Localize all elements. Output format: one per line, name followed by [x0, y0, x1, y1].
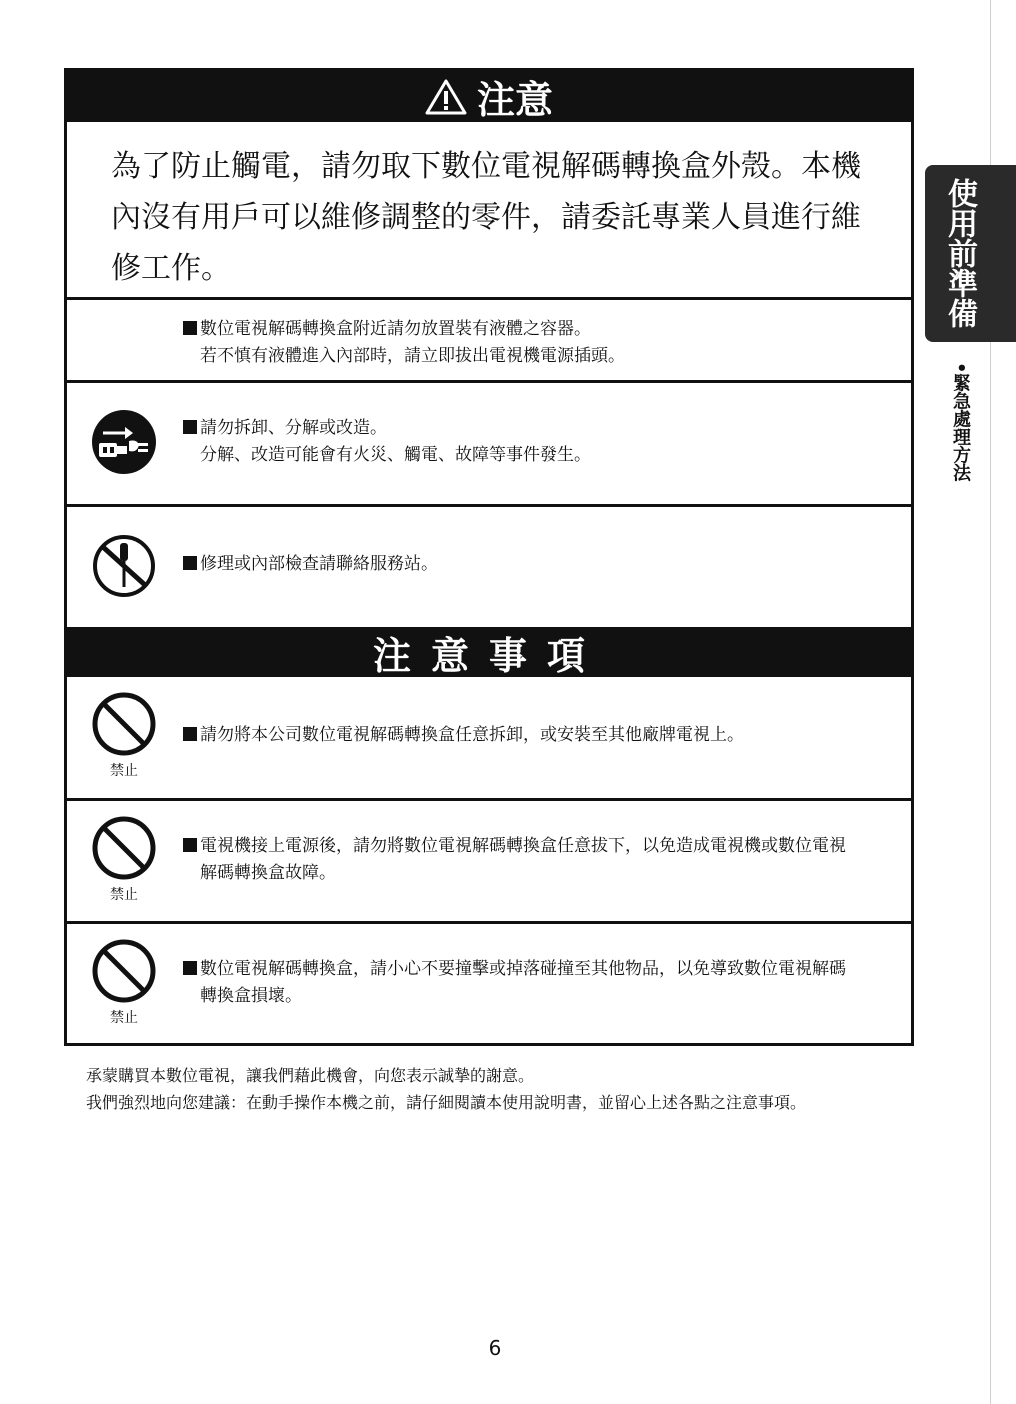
prohibited-icon [91, 938, 157, 1004]
item-line2: 若不慎有液體進入內部時，請立即拔出電視機電源插頭。 [200, 346, 625, 366]
prohibited-icon [91, 691, 157, 757]
prohibited-label: 禁止 [110, 1010, 138, 1026]
note-item-no-disassemble [183, 722, 893, 749]
item-line1: 請勿將本公司數位電視解碼轉換盒任意拆卸，或安裝至其他廠牌電視上。 [200, 725, 744, 745]
caution-item-liquid [183, 316, 893, 370]
side-tab-subtitle: •緊急處理方法 [950, 362, 971, 482]
warning-triangle-icon [425, 78, 467, 116]
bullet-square [183, 727, 197, 741]
item-line2: 轉換盒損壞。 [200, 986, 302, 1006]
bullet-square [183, 961, 197, 975]
caution-header-bar [67, 71, 911, 122]
divider [67, 504, 911, 507]
unplug-icon [91, 409, 157, 475]
notes-header-title: 注意事項 [372, 633, 605, 678]
divider [67, 380, 911, 383]
bullet-square [183, 556, 197, 570]
prohibited-label: 禁止 [110, 887, 138, 903]
prohibited-icon [91, 815, 157, 881]
item-line1: 數位電視解碼轉換盒附近請勿放置裝有液體之容器。 [200, 319, 591, 339]
note-item-no-impact [183, 956, 893, 1010]
caution-box [64, 68, 914, 1046]
bullet-square [183, 420, 197, 434]
no-screwdriver-icon [91, 533, 157, 599]
footer-thanks: 承蒙購買本數位電視，讓我們藉此機會，向您表示誠摯的謝意。 [86, 1066, 535, 1085]
caution-item-service [183, 551, 893, 578]
divider [67, 297, 911, 300]
item-line1: 請勿拆卸、分解或改造。 [200, 418, 387, 438]
caution-header-title: 注意 [476, 78, 553, 122]
side-tab-title: 使用前準備 [942, 178, 977, 328]
page-number: 6 [488, 1336, 502, 1360]
item-line2: 分解、改造可能會有火災、觸電、故障等事件發生。 [200, 445, 591, 465]
bullet-square [183, 321, 197, 335]
note-item-no-unplug [183, 833, 893, 887]
notes-header-bar [67, 627, 911, 677]
item-line1: 電視機接上電源後，請勿將數位電視解碼轉換盒任意拔下，以免造成電視機或數位電視 [200, 836, 846, 856]
item-line1: 數位電視解碼轉換盒，請小心不要撞擊或掉落碰撞至其他物品，以免導致數位電視解碼 [200, 959, 846, 979]
item-line1: 修理或內部檢查請聯絡服務站。 [200, 554, 438, 574]
prohibited-label: 禁止 [110, 763, 138, 779]
caution-item-disassemble [183, 415, 893, 469]
footer-advice: 我們強烈地向您建議：在動手操作本機之前，請仔細閱讀本使用說明書，並留心上述各點之注意事項。 [86, 1093, 807, 1112]
divider [67, 798, 911, 801]
bullet-square [183, 838, 197, 852]
item-line2: 解碼轉換盒故障。 [200, 863, 336, 883]
caution-main-text: 為了防止觸電，請勿取下數位電視解碼轉換盒外殼。本機內沒有用戶可以維修調整的零件，請委託專業人員進行維修工作。 [111, 149, 861, 286]
divider [67, 921, 911, 924]
